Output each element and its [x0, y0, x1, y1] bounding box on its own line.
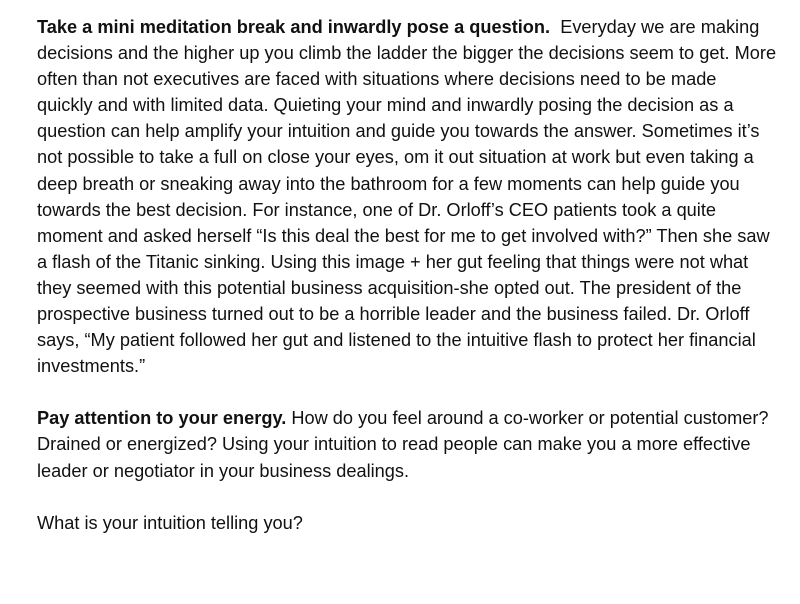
paragraph-energy	[37, 405, 777, 483]
paragraph-text-meditation: Everyday we are making decisions and the higher up you climb the ladder the bigger the decisions seem to get. More often than not executives are faced with situations where decisions need to be made quickly and with limited data. Quieting your mind and inwardly posing the decision as a question can help amplify your intuition and guide you towards the answer. Sometimes it’s not possible to take a full on close your eyes, om it out situation at work but even taking a deep breath or sneaking away into the bathroom for a few moments can help guide you towards the best decision. For instance, one of Dr. Orloff’s CEO patients took a quite moment and asked herself “Is this deal the best for me to get involved with?” Then she saw a flash of the Titanic sinking. Using this image + her gut feeling that things were not what they seemed with this potential business acquisition-she opted out. The president of the prospective business turned out to be a horrible leader and the business failed. Dr. Orloff says, “My patient followed her gut and listened to the intuitive flash to protect her financial investments.”	[37, 17, 777, 377]
paragraph-heading-meditation: Take a mini meditation break and inwardly pose a question.	[37, 17, 551, 37]
paragraph-text-energy: How do you feel around a co-worker or potential customer? Drained or energized? Using your intuition to read people can make you a more effective leader or negotiator in your business dealings.	[37, 408, 769, 481]
paragraph-text-closing-question: What is your intuition telling you?	[37, 512, 303, 533]
paragraph-closing-question	[37, 510, 777, 536]
paragraph-meditation	[37, 14, 777, 379]
paragraph-heading-energy: Pay attention to your energy.	[37, 408, 287, 429]
document-body	[37, 14, 777, 536]
